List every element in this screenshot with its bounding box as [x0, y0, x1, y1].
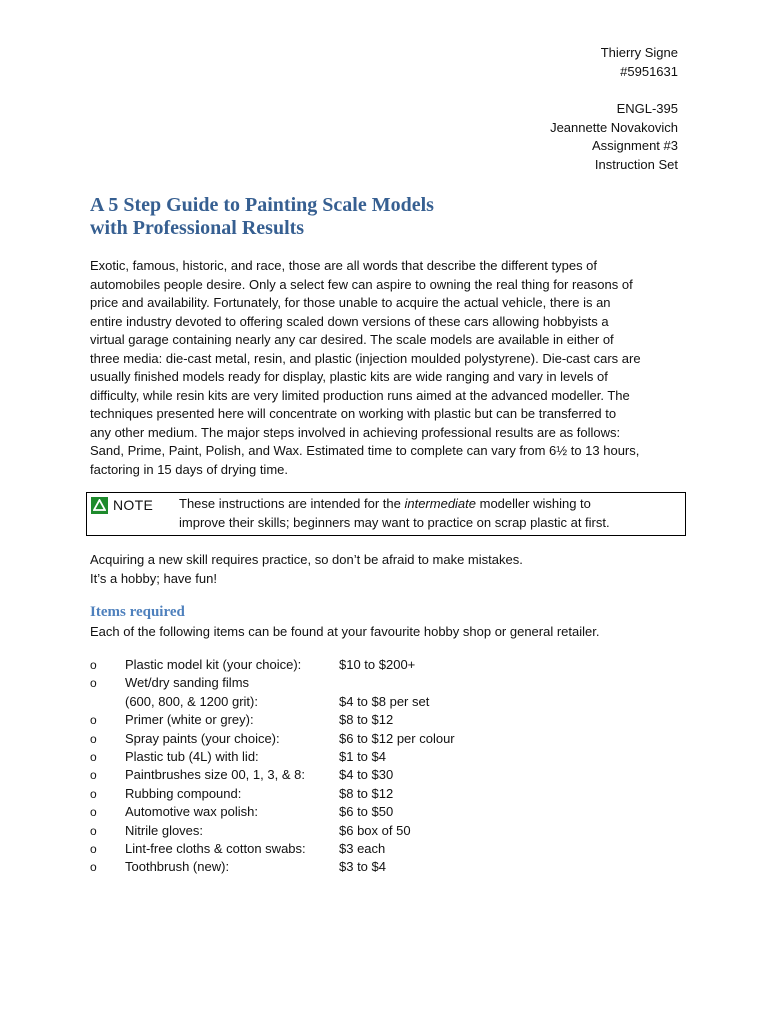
- item-name: Primer (white or grey):: [125, 712, 254, 728]
- item-price: $8 to $12: [339, 785, 394, 801]
- intro-line: price and availability. Fortunately, for those unable to acquire the actual vehicle, there is an: [90, 295, 611, 310]
- item-price: $10 to $200+: [339, 657, 416, 672]
- list-item: [90, 803, 690, 821]
- item-name: Nitrile gloves:: [125, 822, 204, 838]
- list-item: [90, 711, 690, 729]
- item-name: Plastic model kit (your choice):: [125, 657, 302, 672]
- item-price: $8 to $12: [339, 712, 394, 728]
- document-type: Instruction Set: [594, 156, 678, 172]
- item-name: Paintbrushes size 00, 1, 3, & 8:: [125, 767, 305, 783]
- instructor-name: Jeannette Novakovich: [550, 119, 678, 135]
- item-name: Spray paints (your choice):: [125, 730, 280, 746]
- list-item: [90, 693, 690, 711]
- item-price: $3 to $4: [339, 859, 386, 875]
- items-required-heading: Items required: [90, 604, 185, 620]
- list-item: [90, 822, 690, 840]
- list-item: [90, 840, 690, 858]
- list-item: [90, 785, 690, 803]
- list-item: [90, 674, 690, 692]
- bullet-marker: o: [90, 823, 97, 838]
- item-name: Wet/dry sanding films: [125, 675, 250, 691]
- header-spacer: [550, 81, 678, 100]
- assignment-number: Assignment #3: [592, 138, 678, 153]
- intro-line: three media: die-cast metal, resin, and plastic (injection moulded polystyrene). Die-cast cars are: [90, 350, 641, 366]
- bullet-marker: o: [90, 658, 97, 672]
- list-item: [90, 730, 690, 748]
- bullet-marker: o: [90, 676, 97, 691]
- bullet-marker: o: [90, 768, 97, 783]
- item-price: $3 each: [339, 840, 386, 856]
- document-title: [90, 194, 690, 240]
- note-label: [91, 496, 153, 515]
- intro-line: automobiles people desire. Only a select few can aspire to owning the real thing for reasons of: [90, 276, 633, 292]
- document-header: [550, 44, 678, 174]
- item-name: Automotive wax polish:: [125, 804, 258, 820]
- item-price: $1 to $4: [339, 748, 386, 764]
- item-price: $4 to $8 per set: [339, 693, 430, 709]
- item-price: $6 to $12 per colour: [339, 730, 455, 746]
- bullet-marker: o: [90, 786, 97, 801]
- author-name: Thierry Signe: [600, 45, 678, 60]
- item-name: (600, 800, & 1200 grit):: [125, 693, 258, 709]
- list-item: [90, 766, 690, 784]
- warning-triangle-icon: [91, 497, 108, 514]
- title-line-2: with Professional Results: [90, 217, 305, 239]
- intro-line: entire industry devoted to offering scaled down versions of these cars allowing hobbyists a: [90, 313, 609, 329]
- item-name: Rubbing compound:: [125, 785, 242, 801]
- item-name: Toothbrush (new):: [125, 859, 230, 875]
- note-text-emphasis: intermediate: [404, 496, 477, 511]
- closing-paragraph: [90, 551, 682, 588]
- closing-line-1: Acquiring a new skill requires practice, so don’t be afraid to make mistakes.: [90, 552, 523, 567]
- intro-line: techniques presented here will concentrate on working with plastic but can be transferred to: [90, 406, 617, 421]
- item-price: $6 to $50: [339, 804, 394, 820]
- intro-line: factoring in 15 days of drying time.: [90, 461, 288, 477]
- closing-line-2: It’s a hobby; have fun!: [90, 570, 217, 586]
- bullet-marker: o: [90, 805, 97, 820]
- intro-line: virtual garage containing nearly any car desired. The scale models are available in either of: [90, 332, 614, 347]
- intro-line: Exotic, famous, historic, and race, those are all words that describe the different types of: [90, 258, 598, 273]
- item-price: $4 to $30: [339, 767, 394, 783]
- bullet-marker: o: [90, 731, 97, 746]
- intro-line: any other medium. The major steps involved in achieving professional results are as follows:: [90, 424, 621, 440]
- bullet-marker: o: [90, 713, 97, 728]
- intro-paragraph: [90, 257, 682, 479]
- list-item: [90, 656, 690, 674]
- note-text-end: modeller wishing to: [476, 496, 591, 511]
- note-text-start: These instructions are intended for the: [179, 496, 405, 511]
- items-list: [90, 656, 690, 877]
- items-section-intro: Each of the following items can be found at your favourite hobby shop or general retailer.: [90, 624, 600, 639]
- course-code: ENGL-395: [616, 101, 678, 116]
- intro-line: Sand, Prime, Paint, Polish, and Wax. Estimated time to complete can vary from 6½ to 13 hours,: [90, 443, 640, 458]
- bullet-marker: o: [90, 841, 97, 856]
- note-text: [179, 495, 679, 532]
- item-name: Lint-free cloths & cotton swabs:: [125, 840, 306, 856]
- list-item: [90, 858, 690, 876]
- bullet-marker: o: [90, 749, 97, 764]
- title-line-1: A 5 Step Guide to Painting Scale Models: [90, 194, 434, 216]
- item-price: $6 box of 50: [339, 822, 411, 838]
- note-text-line-2: improve their skills; beginners may want to practice on scrap plastic at first.: [179, 514, 610, 530]
- bullet-marker: o: [90, 860, 97, 875]
- intro-line: difficulty, while resin kits are very limited production runs aimed at the advanced modeller. The: [90, 387, 630, 403]
- note-box: [86, 492, 686, 536]
- note-label-text: NOTE: [113, 497, 154, 513]
- intro-line: usually finished models ready for display, plastic kits are wide ranging and vary in levels of: [90, 369, 608, 384]
- list-item: [90, 748, 690, 766]
- student-id: #5951631: [620, 63, 678, 79]
- item-name: Plastic tub (4L) with lid:: [125, 748, 259, 764]
